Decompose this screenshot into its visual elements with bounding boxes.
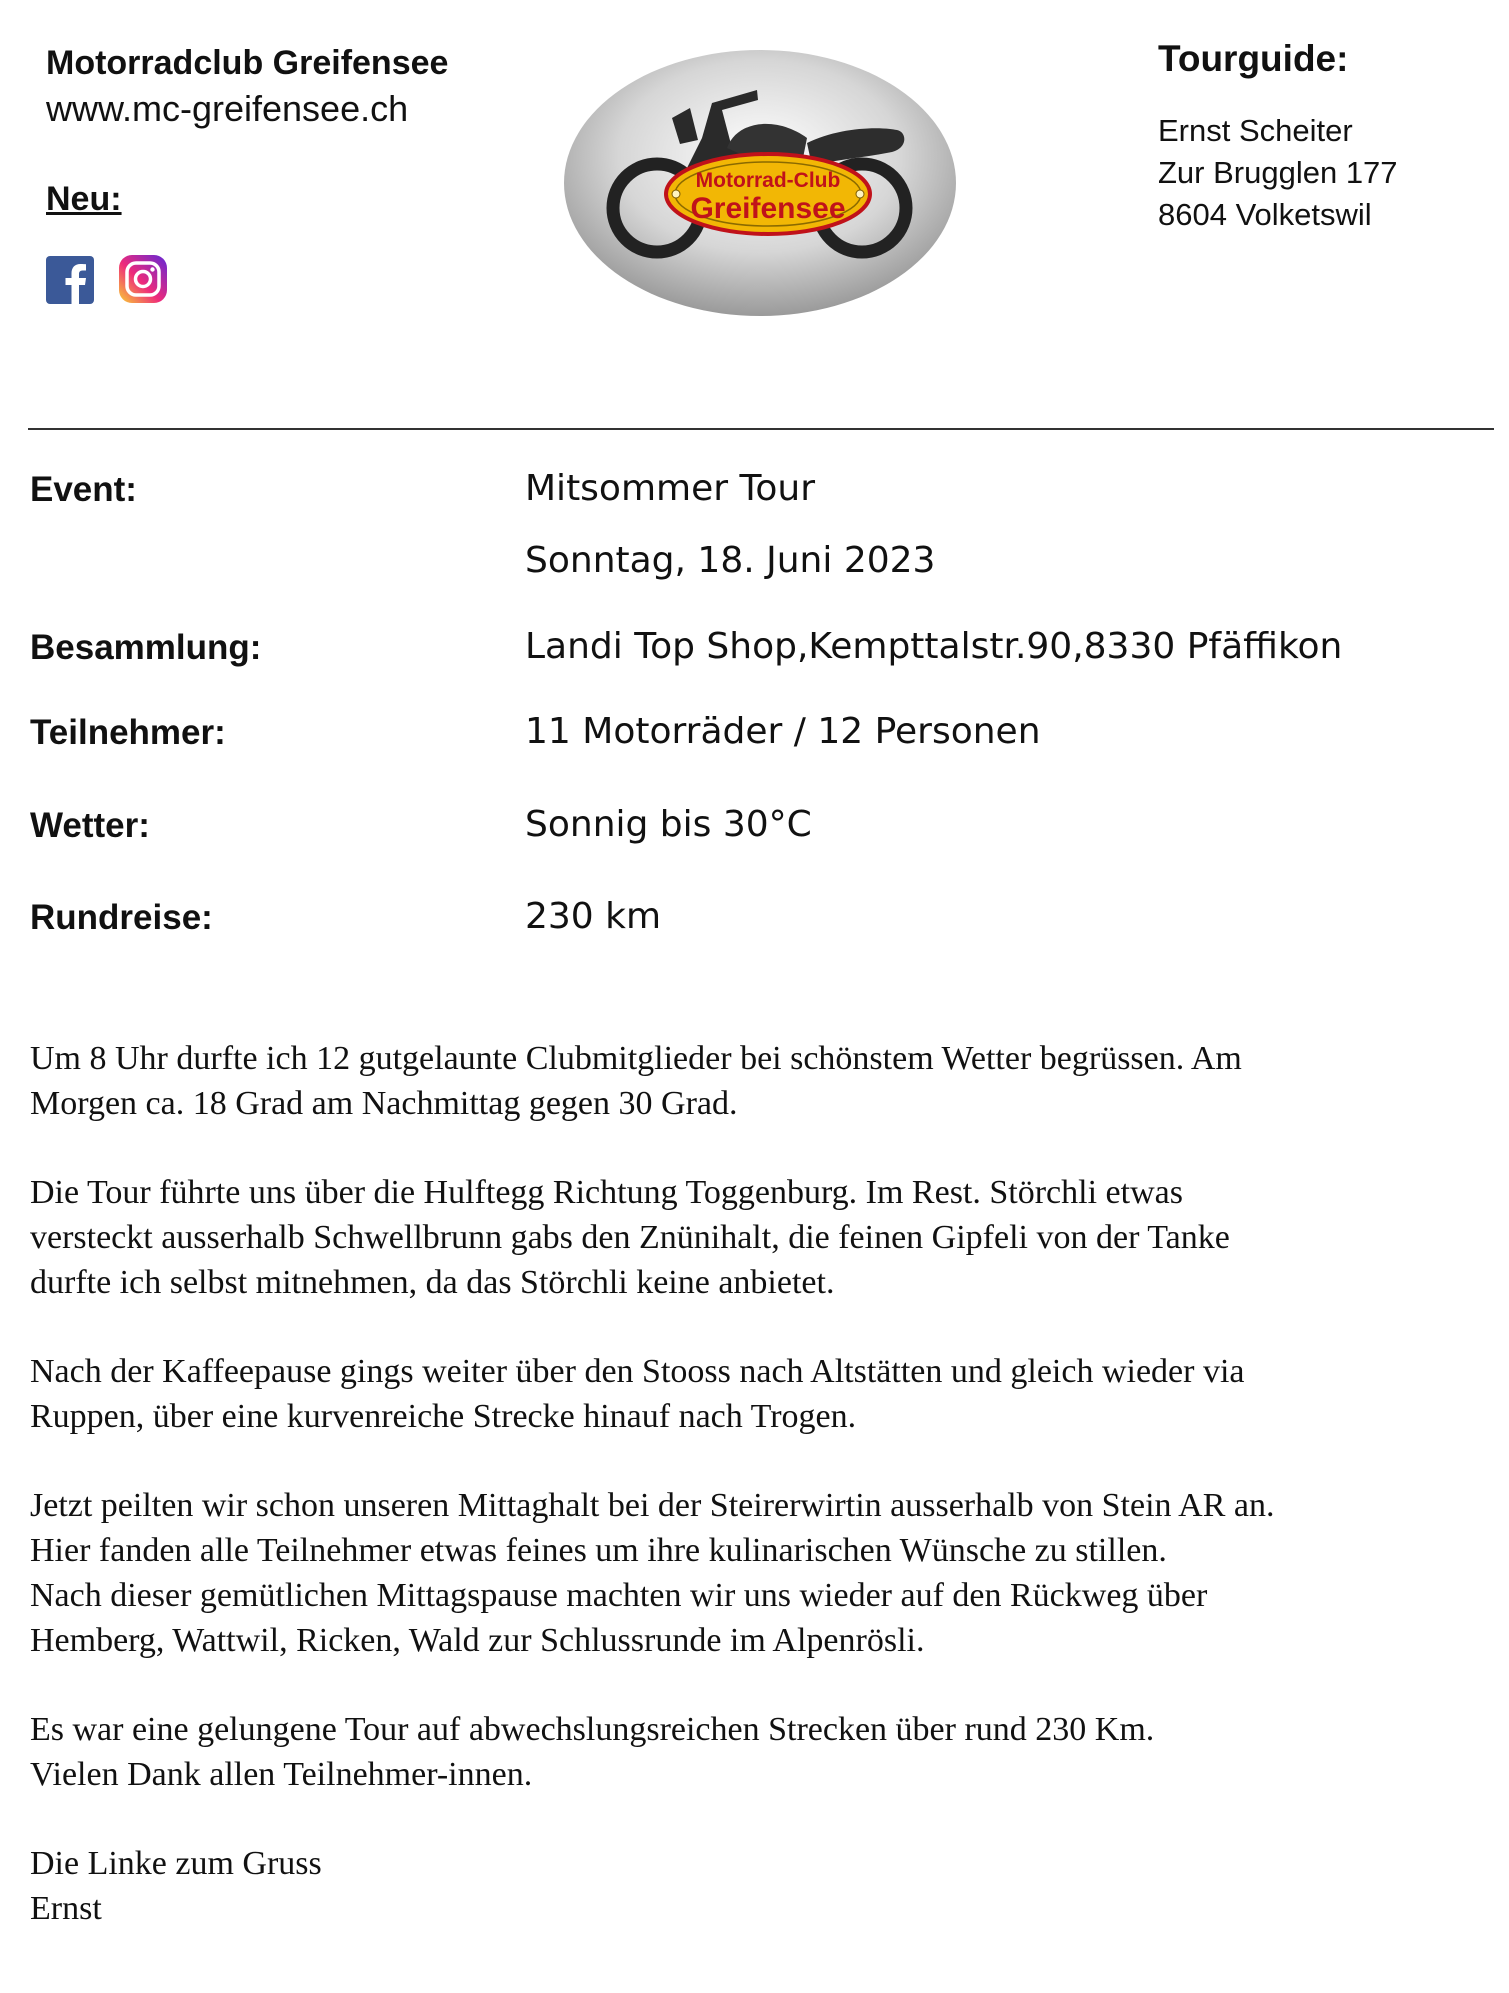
logo-text-line1: Motorrad-Club (695, 169, 841, 192)
report-paragraph (30, 1349, 1480, 1439)
closing-line: Die Linke zum Gruss (30, 1845, 322, 1882)
participants-value: 11 Motorräder / 12 Personen (525, 711, 1041, 752)
new-label: Neu: (46, 180, 122, 218)
facebook-icon[interactable] (46, 256, 94, 304)
event-value: Mitsommer Tour (525, 468, 816, 509)
report-line: Morgen ca. 18 Grad am Nachmittag gegen 30 Grad. (30, 1085, 738, 1122)
instagram-icon[interactable] (118, 254, 168, 304)
report-line: Um 8 Uhr durfte ich 12 gutgelaunte Clubmitglieder bei schönstem Wetter begrüssen. Am (30, 1040, 1242, 1077)
report-line: Nach der Kaffeepause gings weiter über den Stooss nach Altstätten und gleich wieder via (30, 1353, 1245, 1390)
report-line: Die Tour führte uns über die Hulftegg Richtung Toggenburg. Im Rest. Störchli etwas (30, 1174, 1183, 1211)
report-line: Jetzt peilten wir schon unseren Mittaghalt bei der Steirerwirtin ausserhalb von Stein AR an. (30, 1487, 1275, 1524)
round-trip-label: Rundreise: (30, 898, 213, 937)
club-website-link[interactable]: www.mc-greifensee.ch (46, 88, 409, 129)
tourguide-name: Ernst Scheiter (1158, 113, 1353, 148)
event-label: Event: (30, 470, 137, 509)
participants-label: Teilnehmer: (30, 713, 226, 752)
report-line: durfte ich selbst mitnehmen, da das Störchli keine anbietet. (30, 1264, 835, 1301)
report-line: Ruppen, über eine kurvenreiche Strecke hinauf nach Trogen. (30, 1398, 857, 1435)
signature-name: Ernst (30, 1890, 102, 1927)
report-line: Vielen Dank allen Teilnehmer-innen. (30, 1756, 533, 1793)
event-date: Sonntag, 18. Juni 2023 (525, 540, 936, 581)
signature (30, 1841, 1480, 1931)
tourguide-city: 8604 Volketswil (1158, 197, 1372, 232)
report-line: Nach dieser gemütlichen Mittagspause machten wir uns wieder auf den Rückweg über (30, 1577, 1208, 1614)
report-paragraph (30, 1707, 1480, 1797)
report-line: Hier fanden alle Teilnehmer etwas feines um ihre kulinarischen Wünsche zu stillen. (30, 1532, 1167, 1569)
report-line: Hemberg, Wattwil, Ricken, Wald zur Schlussrunde im Alpenrösli. (30, 1622, 925, 1659)
tourguide-title: Tourguide: (1158, 38, 1349, 79)
report-paragraph (30, 1170, 1480, 1305)
report-paragraph (30, 1036, 1480, 1126)
header-divider (28, 428, 1494, 430)
weather-label: Wetter: (30, 806, 150, 845)
logo-text-line2: Greifensee (690, 192, 846, 225)
report-paragraph (30, 1483, 1480, 1663)
tour-report (30, 1036, 1480, 1975)
report-line: Es war eine gelungene Tour auf abwechslungsreichen Strecken über rund 230 Km. (30, 1711, 1155, 1748)
club-logo (562, 48, 958, 318)
meeting-label: Besammlung: (30, 628, 262, 667)
round-trip-value: 230 km (525, 896, 662, 937)
weather-value: Sonnig bis 30°C (525, 804, 812, 845)
tourguide-address (1158, 110, 1398, 236)
club-name: Motorradclub Greifensee (46, 44, 449, 82)
tourguide-street: Zur Brugglen 177 (1158, 155, 1398, 190)
report-line: versteckt ausserhalb Schwellbrunn gabs den Znünihalt, die feinen Gipfeli von der Tanke (30, 1219, 1230, 1256)
meeting-value: Landi Top Shop,Kempttalstr.90,8330 Pfäffikon (525, 626, 1343, 667)
